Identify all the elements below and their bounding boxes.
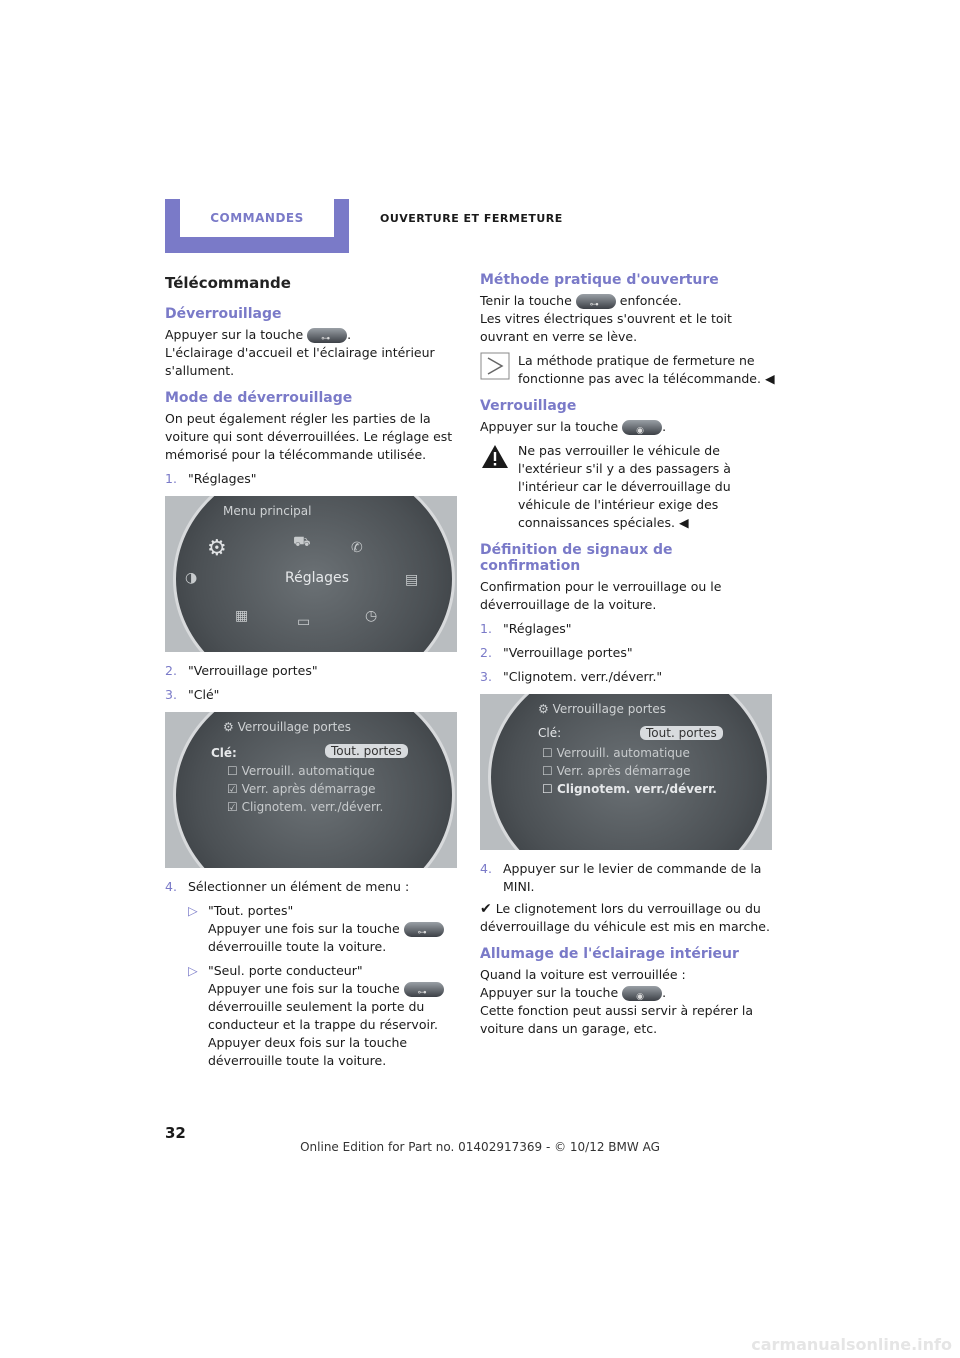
confirm-step-2: 2. "Verrouillage portes" xyxy=(480,645,633,660)
screen-title: ⚙ Verrouillage portes xyxy=(538,702,666,716)
screen-door-locking-flash xyxy=(480,694,772,850)
screen-item-3: ☐ Clignotem. verr./déverr. xyxy=(542,782,717,796)
unlock-key-icon: ⊶ xyxy=(576,294,616,309)
watermark: carmanualsonline.info xyxy=(751,1335,952,1354)
option-driver-door: ▷ "Seul. porte conducteur" Appuyer une fois sur la touche ⊶ déverrouille seulement la porte du conducteur et la trappe du réservoir. Appuyer deux fois sur la touche déverrouille toute la voiture. xyxy=(188,962,461,1070)
screen-key-label: Clé: xyxy=(538,726,562,740)
page-number: 32 xyxy=(165,1124,186,1142)
warning-lock: Ne pas verrouiller le véhicule de l'extérieur s'il y a des passagers à l'intérieur car le déverrouillage du véhicule de l'intérieur exige des connaissances spéciales. ◀ xyxy=(480,442,776,532)
left-column xyxy=(165,268,461,1074)
lock-key-icon: ◉ xyxy=(622,986,662,1001)
settings-label: Réglages xyxy=(285,570,349,586)
book-icon: ▤ xyxy=(405,572,419,588)
unlock-text: Appuyer sur la touche ⊶ . L'éclairage d'accueil et l'éclairage intérieur s'allument. xyxy=(165,327,435,378)
screen-title: Menu principal xyxy=(223,504,312,518)
comfort-text: Tenir la touche ⊶ enfoncée. Les vitres électriques s'ouvrent et le toit ouvrant en verre se lève. xyxy=(480,293,732,344)
end-mark-icon: ◀ xyxy=(764,371,775,386)
screen-item-1: ☐ Verrouill. automatique xyxy=(542,746,690,760)
confirm-step-1: 1. "Réglages" xyxy=(480,621,572,636)
heading-remote: Télécommande xyxy=(165,274,291,292)
checkmark-icon: ✔ xyxy=(480,901,492,917)
screen-door-locking xyxy=(165,712,457,868)
screen-key-value: Tout. portes xyxy=(640,726,723,740)
lock-key-icon: ◉ xyxy=(622,420,662,435)
interior-light-text: Quand la voiture est verrouillée : Appuyer sur la touche ◉ . Cette fonction peut aussi servir à repérer la voiture dans un garage, etc. xyxy=(480,967,754,1036)
screen-main-menu xyxy=(165,496,457,652)
phone-icon: ✆ xyxy=(351,540,363,556)
screen-title: ⚙ Verrouillage portes xyxy=(223,720,351,734)
confirmation-text: Confirmation pour le verrouillage ou le déverrouillage de la voiture. xyxy=(480,579,722,612)
screen-item-3: ☑ Clignotem. verr./déverr. xyxy=(227,800,384,814)
confirm-result: ✔ Le clignotement lors du verrouillage ou du déverrouillage du véhicule est mis en marche. xyxy=(480,901,770,934)
option-all-doors: ▷ "Tout. portes" Appuyer une fois sur la touche ⊶ déverrouille toute la voiture. xyxy=(188,902,461,956)
unlock-key-icon: ⊶ xyxy=(404,922,444,937)
confirm-step-3: 3. "Clignotem. verr./déverr." xyxy=(480,669,663,684)
chapter-tab xyxy=(165,199,349,253)
chapter-tab-label: COMMANDES xyxy=(180,199,334,237)
screen-item-2: ☑ Verr. après démarrage xyxy=(227,782,376,796)
globe-icon: ◑ xyxy=(185,570,198,586)
warning-icon xyxy=(480,442,510,470)
note-comfort: La méthode pratique de fermeture ne fonctionne pas avec la télécommande. ◀ xyxy=(480,352,776,388)
heading-unlock: Déverrouillage xyxy=(165,306,282,322)
screen-key-value: Tout. portes xyxy=(325,744,408,758)
step-4: 4. Sélectionner un élément de menu : xyxy=(165,879,410,894)
right-column xyxy=(480,268,776,1042)
heading-locking: Verrouillage xyxy=(480,398,577,414)
heading-confirmation: Définition de signaux de confirmation xyxy=(480,542,673,574)
confirm-step-4: 4. Appuyer sur le levier de commande de la MINI. xyxy=(480,861,762,894)
end-mark-icon: ◀ xyxy=(678,515,689,530)
unlock-key-icon: ⊶ xyxy=(307,328,347,343)
clock-icon: ◷ xyxy=(365,608,378,624)
heading-interior-light: Allumage de l'éclairage intérieur xyxy=(480,946,739,962)
radio-icon: ▦ xyxy=(235,608,249,624)
unlock-mode-text: On peut également régler les parties de la voiture qui sont déverrouillées. Le réglage est mémorisé pour la télécommande utilisée. xyxy=(165,411,453,462)
screen-item-1: ☐ Verrouill. automatique xyxy=(227,764,375,778)
step-3: 3. "Clé" xyxy=(165,687,220,702)
car-icon: ⛟ xyxy=(293,534,311,550)
note-icon xyxy=(480,352,510,380)
section-title: OUVERTURE ET FERMETURE xyxy=(380,212,563,225)
settings-gear-icon: ⚙ xyxy=(207,536,227,561)
card-icon: ▭ xyxy=(297,614,311,630)
unlock-key-icon: ⊶ xyxy=(404,982,444,997)
step-2: 2. "Verrouillage portes" xyxy=(165,663,318,678)
heading-unlock-mode: Mode de déverrouillage xyxy=(165,390,353,406)
screen-item-2: ☐ Verr. après démarrage xyxy=(542,764,691,778)
footer-edition: Online Edition for Part no. 01402917369 - © 10/12 BMW AG xyxy=(300,1140,660,1154)
step-1: 1. "Réglages" xyxy=(165,471,257,486)
screen-key-label: Clé: xyxy=(211,746,237,760)
heading-comfort-opening: Méthode pratique d'ouverture xyxy=(480,272,719,288)
lock-text: Appuyer sur la touche ◉ . xyxy=(480,419,667,436)
